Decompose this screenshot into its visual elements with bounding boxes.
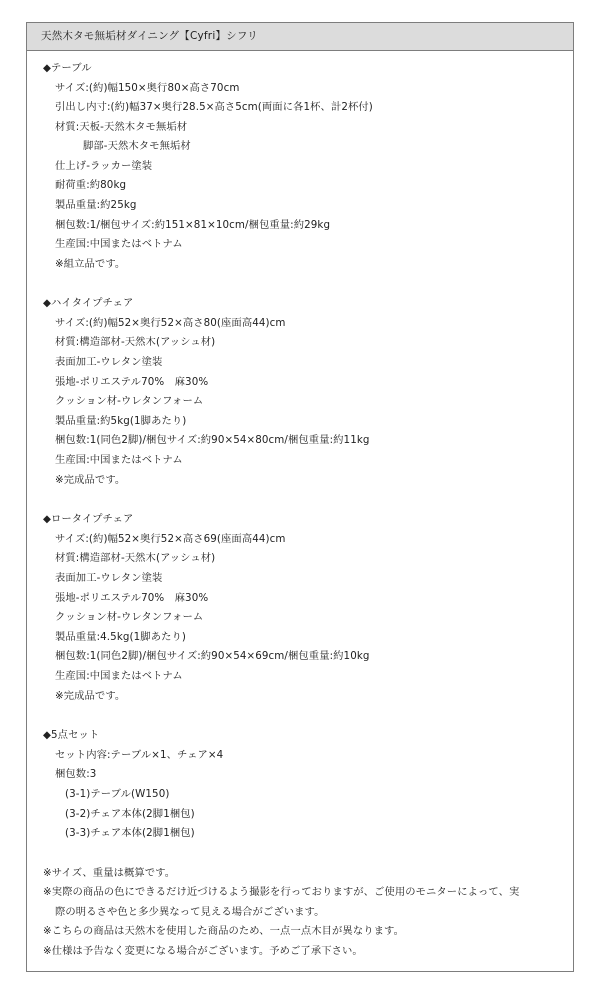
high-chair-size: サイズ:(約)幅52×奥行52×高さ80(座面高44)cm: [55, 317, 286, 329]
table-weight: 製品重量:約25kg: [55, 199, 137, 211]
section-heading-set: ◆5点セット: [43, 729, 100, 741]
note-line: ※こちらの商品は天然木を使用した商品のため、一点一点木目が異なります。: [43, 925, 404, 937]
high-chair-material: 材質:構造部材-天然木(アッシュ材): [55, 336, 216, 348]
high-chair-package: 梱包数:1(同色2脚)/梱包サイズ:約90×54×80cm/梱包重量:約11kg: [55, 434, 370, 446]
table-size: サイズ:(約)幅150×奥行80×高さ70cm: [55, 82, 240, 94]
note-line: 際の明るさや色と多少異なって見える場合がございます。: [55, 906, 325, 918]
high-chair-surface: 表面加工-ウレタン塗装: [55, 356, 163, 368]
low-chair-assembly: ※完成品です。: [55, 690, 126, 702]
note-line: ※実際の商品の色にできるだけ近づけるよう撮影を行っておりますが、ご使用のモニターによって、実: [43, 886, 520, 898]
section-heading-high-chair: ◆ハイタイプチェア: [43, 297, 134, 309]
set-item: (3-1)テーブル(W150): [65, 788, 170, 800]
spec-frame: [26, 22, 574, 972]
table-material-legs: 脚部-天然木タモ無垢材: [83, 140, 191, 152]
low-chair-cushion: クッション材-ウレタンフォーム: [55, 611, 204, 623]
set-item: (3-2)チェア本体(2脚1梱包): [65, 808, 195, 820]
low-chair-origin: 生産国:中国またはベトナム: [55, 670, 183, 682]
high-chair-fabric: 張地-ポリエステル70% 麻30%: [55, 376, 209, 388]
set-item: (3-3)チェア本体(2脚1梱包): [65, 827, 195, 839]
table-origin: 生産国:中国またはベトナム: [55, 238, 183, 250]
section-heading-low-chair: ◆ロータイプチェア: [43, 513, 134, 525]
set-package-count: 梱包数:3: [55, 768, 97, 780]
section-heading-table: ◆テーブル: [43, 62, 92, 74]
note-line: ※サイズ、重量は概算です。: [43, 867, 176, 879]
low-chair-package: 梱包数:1(同色2脚)/梱包サイズ:約90×54×69cm/梱包重量:約10kg: [55, 650, 370, 662]
low-chair-size: サイズ:(約)幅52×奥行52×高さ69(座面高44)cm: [55, 533, 286, 545]
note-line: ※仕様は予告なく変更になる場合がございます。予めご了承下さい。: [43, 945, 363, 957]
high-chair-origin: 生産国:中国またはベトナム: [55, 454, 183, 466]
set-contents: セット内容:テーブル×1、チェア×4: [55, 749, 224, 761]
high-chair-weight: 製品重量:約5kg(1脚あたり): [55, 415, 187, 427]
table-load: 耐荷重:約80kg: [55, 179, 127, 191]
high-chair-cushion: クッション材-ウレタンフォーム: [55, 395, 204, 407]
low-chair-material: 材質:構造部材-天然木(アッシュ材): [55, 552, 216, 564]
low-chair-fabric: 張地-ポリエステル70% 麻30%: [55, 592, 209, 604]
table-finish: 仕上げ-ラッカー塗装: [55, 160, 153, 172]
table-package: 梱包数:1/梱包サイズ:約151×81×10cm/梱包重量:約29kg: [55, 219, 331, 231]
table-drawer: 引出し内寸:(約)幅37×奥行28.5×高さ5cm(両面に各1杯、計2杯付): [55, 101, 373, 113]
page-title: 天然木タモ無垢材ダイニング【Cyfri】シフリ: [27, 23, 573, 51]
low-chair-surface: 表面加工-ウレタン塗装: [55, 572, 163, 584]
high-chair-assembly: ※完成品です。: [55, 474, 126, 486]
table-assembly: ※組立品です。: [55, 258, 126, 270]
table-material: 材質:天板-天然木タモ無垢材: [55, 121, 188, 133]
low-chair-weight: 製品重量:4.5kg(1脚あたり): [55, 631, 187, 643]
